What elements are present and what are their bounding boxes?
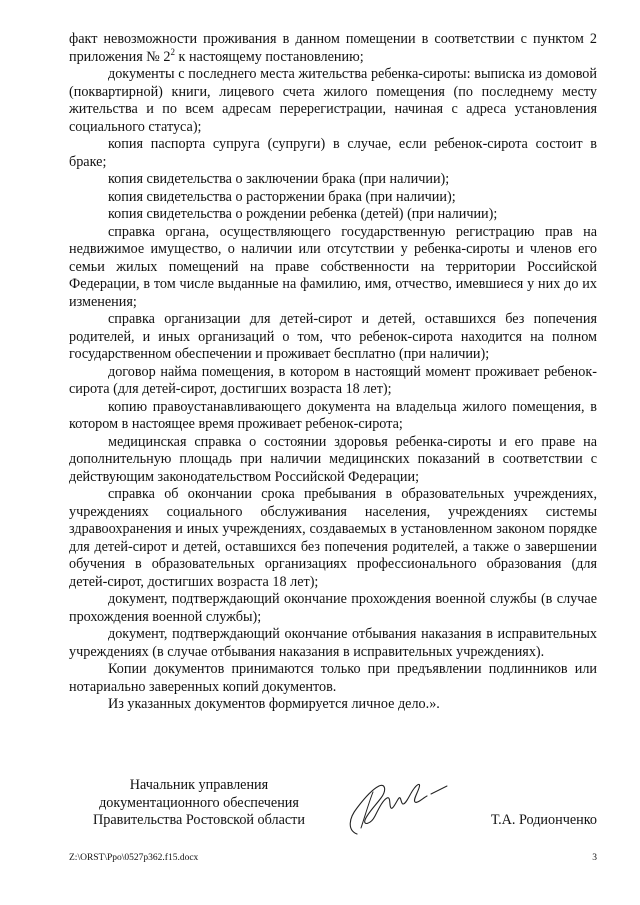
paragraph-5: копия свидетельства о рождении ребенка (детей) (при наличии);	[108, 206, 498, 222]
paragraph-0	[69, 31, 597, 66]
paragraph-text-tail: к настоящему постановлению;	[174, 48, 364, 65]
paragraph-7: справка организации для детей-сирот и детей, оставшихся без попечения родителей, и иных организаций о том, что ребенок-сирота находится на полном государственном обеспечении и проживает бесплатно (при наличии);	[69, 311, 597, 362]
paragraph-9: копию правоустанавливающего документа на владельца жилого помещения, в котором в настоящее время проживает ребенок-сирота;	[69, 398, 597, 432]
superscript: 2	[170, 46, 175, 57]
paragraph-13: документ, подтверждающий окончание отбывания наказания в исправительных учреждениях (в случае отбывания наказания в исправительных учреждениях).	[69, 626, 597, 660]
paragraph-11: справка об окончании срока пребывания в образовательных учреждениях, учреждениях социального обслуживания населения, учреждениях системы здравоохранения и иных учреждениях, создаваемых в установленном законом порядке для детей-сирот и детей, оставшихся без попечения родителей, а также о завершении обучения в образовательных организациях профессионального образования (для детей-сирот, достигших возраста 18 лет);	[69, 486, 597, 590]
paragraph-12: документ, подтверждающий окончание прохождения военной службы (в случае прохождения военной службы);	[69, 591, 597, 625]
paragraph-2: копия паспорта супруга (супруги) в случае, если ребенок-сирота состоит в браке;	[69, 136, 597, 170]
signatory-name: Т.А. Родионченко	[490, 812, 597, 828]
handwritten-signature	[343, 778, 453, 838]
signatory-title-line-2: документационного обеспечения	[99, 794, 299, 811]
footer-file-path: Z:\ORST\Ppo\0527p362.f15.docx	[69, 853, 199, 863]
paragraph-6: справка органа, осуществляющего государственную регистрацию прав на недвижимое имущество, о наличии или отсутствии у ребенка-сироты и членов его семьи жилых помещений на праве собственности на территории Российской Федерации, в том числе выданные на фамилию, имя, отчество, имевшиеся у них до их изменения;	[69, 223, 597, 310]
paragraph-10: медицинская справка о состоянии здоровья ребенка-сироты и его праве на дополнительную площадь при наличии медицинских показаний в соответствии с действующим законодательством Российской Федерации;	[69, 433, 597, 485]
paragraph-text: факт невозможности проживания в данном помещении в соответствии с пунктом 2 приложения № 2	[69, 31, 597, 65]
page-number: 3	[592, 853, 597, 863]
paragraph-8: договор найма помещения, в котором в настоящий момент проживает ребенок-сирота (для детей-сирот, достигших возраста 18 лет);	[69, 363, 597, 397]
signatory-title-line-1: Начальник управления	[129, 777, 269, 793]
paragraph-14: Копии документов принимаются только при предъявлении подлинников или нотариально заверенных копий документов.	[69, 661, 597, 695]
paragraph-15: Из указанных документов формируется личное дело.».	[108, 696, 440, 712]
paragraph-4: копия свидетельства о расторжении брака (при наличии);	[108, 188, 456, 205]
signatory-title-line-3: Правительства Ростовской области	[93, 812, 305, 828]
paragraph-3: копия свидетельства о заключении брака (при наличии);	[108, 171, 450, 187]
document-body	[69, 31, 597, 714]
signatory-title	[69, 777, 329, 830]
paragraph-1: документы с последнего места жительства ребенка-сироты: выписка из домовой (поквартирной) книги, лицевого счета жилого помещения (по последнему месту жительства и по всем адресам перерегистрации, начиная с адреса установления социального статуса);	[69, 66, 597, 135]
